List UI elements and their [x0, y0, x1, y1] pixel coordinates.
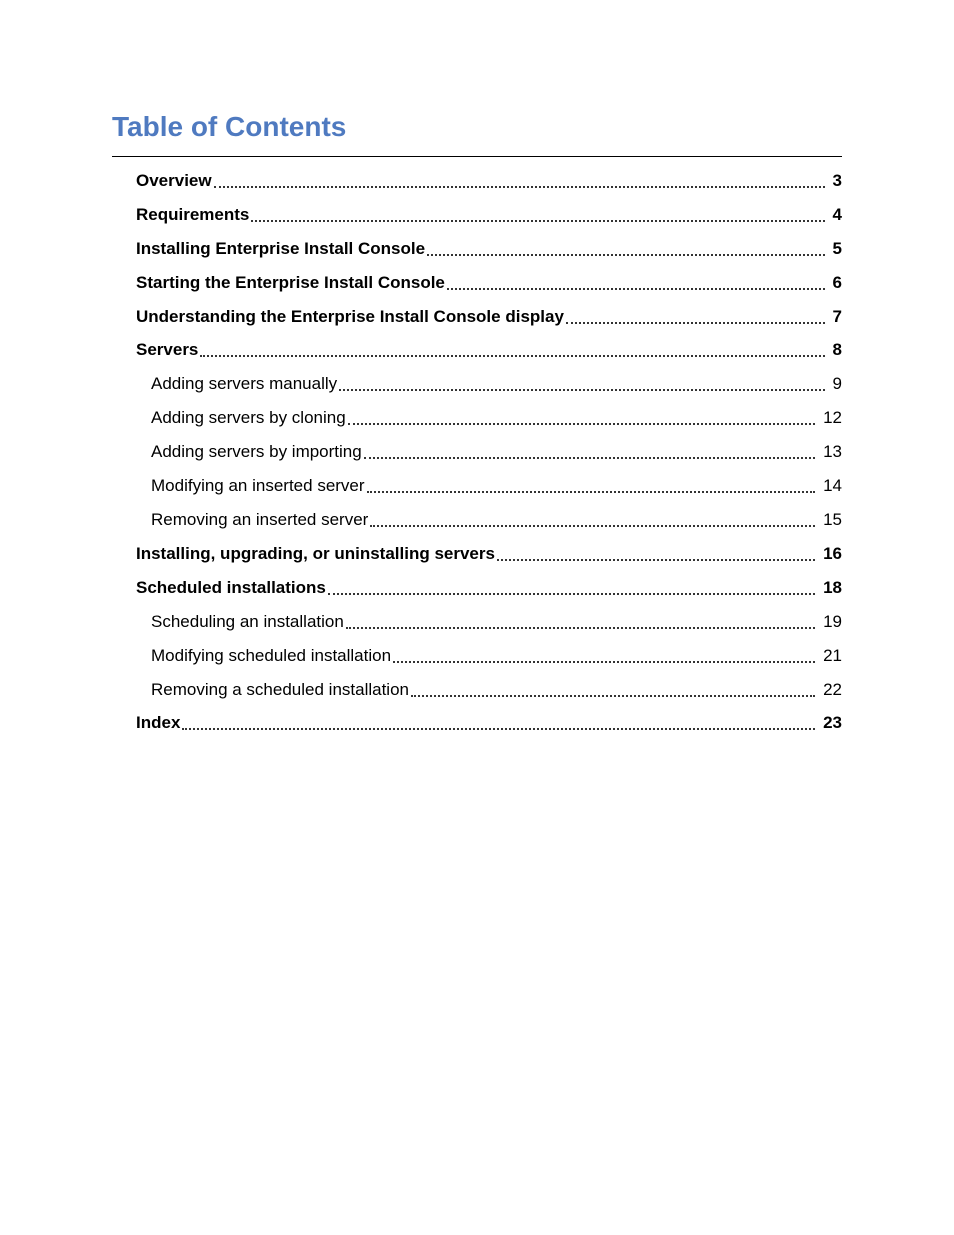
toc-entry-title: Installing, upgrading, or uninstalling servers [136, 544, 495, 563]
toc-page-number: 19 [823, 612, 842, 631]
toc-entry-title: Starting the Enterprise Install Console [136, 273, 445, 292]
dot-leader [182, 728, 815, 730]
dot-leader [214, 186, 825, 188]
dot-leader [497, 559, 815, 561]
toc-entry-title: Overview [136, 171, 212, 190]
toc-entry-title: Index [136, 713, 181, 732]
toc-entry-title: Installing Enterprise Install Console [136, 239, 426, 258]
toc-page-number: 18 [823, 578, 842, 597]
toc-entry-title: Adding servers by cloning [151, 408, 346, 427]
dot-leader [370, 525, 815, 527]
toc-entry-index[interactable] [136, 710, 842, 734]
toc-entry-adding-manually[interactable] [151, 371, 842, 395]
toc-entry-adding-cloning[interactable] [151, 405, 842, 429]
toc-page-number: 21 [823, 646, 842, 665]
toc-entry-title: Removing a scheduled installation [151, 680, 409, 699]
toc-entry-scheduled-installations[interactable] [136, 575, 842, 599]
toc-entry-title: Adding servers by importing [151, 442, 362, 461]
toc-page-number: 22 [823, 680, 842, 699]
page-title: Table of Contents [112, 111, 347, 142]
toc-entry-servers[interactable] [136, 337, 842, 361]
toc-entry-modifying-server[interactable] [151, 473, 842, 497]
toc-page-number: 4 [832, 205, 842, 224]
dot-leader [364, 457, 815, 459]
toc-entry-modifying-scheduled[interactable] [151, 643, 842, 667]
dot-leader [346, 627, 815, 629]
toc-page-number: 13 [823, 442, 842, 461]
toc-page-number: 3 [832, 171, 842, 190]
toc-page-number: 9 [832, 374, 842, 393]
dot-leader [251, 220, 824, 222]
toc-entry-title: Modifying scheduled installation [151, 646, 392, 665]
toc-page-number: 8 [832, 340, 842, 359]
toc-entry-removing-scheduled[interactable] [151, 677, 842, 701]
toc-entry-title: Adding servers manually [151, 374, 338, 393]
dot-leader [348, 423, 815, 425]
dot-leader [447, 288, 825, 290]
dot-leader [200, 355, 824, 357]
toc-entry-title: Servers [136, 340, 199, 359]
toc-page-number: 5 [832, 239, 842, 258]
dot-leader [339, 389, 824, 391]
toc-entry-removing-server[interactable] [151, 507, 842, 531]
toc-entry-installing-upgrading[interactable] [136, 541, 842, 565]
toc-entry-title: Removing an inserted server [151, 510, 369, 529]
toc-entry-understanding-display[interactable] [136, 304, 842, 328]
toc-entry-adding-importing[interactable] [151, 439, 842, 463]
dot-leader [328, 593, 815, 595]
dot-leader [367, 491, 816, 493]
toc-entry-scheduling[interactable] [151, 609, 842, 633]
toc-page-number: 14 [823, 476, 842, 495]
toc-entry-title: Understanding the Enterprise Install Console display [136, 307, 564, 326]
toc-entry-requirements[interactable] [136, 202, 842, 226]
toc-entry-installing-console[interactable] [136, 236, 842, 260]
dot-leader [566, 322, 825, 324]
toc-page-number: 15 [823, 510, 842, 529]
toc-entry-title: Scheduling an installation [151, 612, 344, 631]
toc-page-number: 23 [823, 713, 842, 732]
dot-leader [393, 661, 815, 663]
toc-page-number: 16 [823, 544, 842, 563]
toc-entry-title: Modifying an inserted server [151, 476, 365, 495]
toc-entry-starting-console[interactable] [136, 270, 842, 294]
toc-entry-title: Scheduled installations [136, 578, 326, 597]
dot-leader [427, 254, 824, 256]
toc-entry-title: Requirements [136, 205, 250, 224]
dot-leader [411, 695, 815, 697]
toc-entry-overview[interactable] [136, 168, 842, 192]
toc-page-number: 6 [832, 273, 842, 292]
toc-page-number: 7 [832, 307, 842, 326]
toc-page-number: 12 [823, 408, 842, 427]
